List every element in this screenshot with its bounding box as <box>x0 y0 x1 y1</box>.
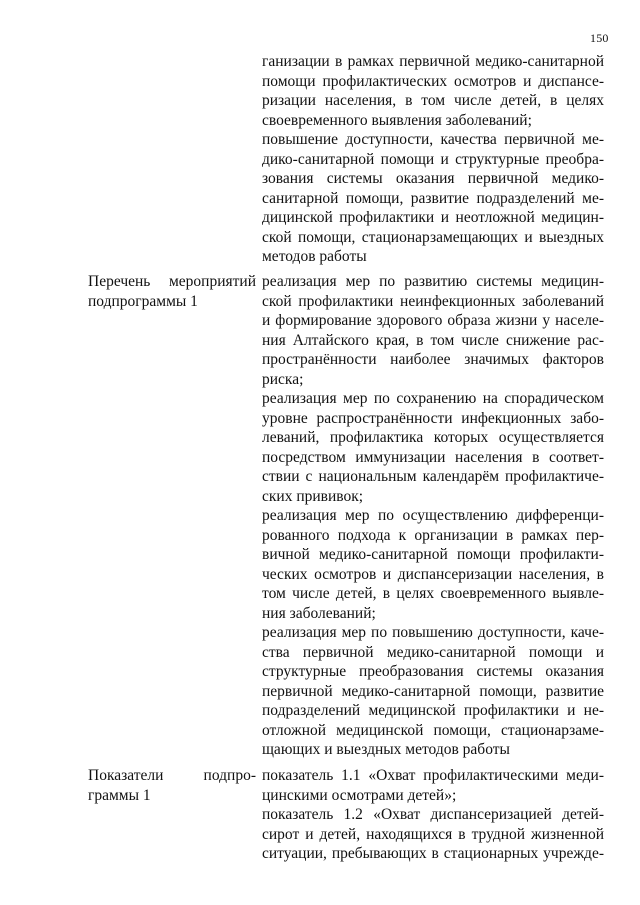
text-line: сирот и детей, находящихся в трудной жизненной <box>262 825 604 843</box>
continuation-content <box>262 52 604 267</box>
label-line: Перечень мероприятий <box>88 273 256 290</box>
text-line: рованного подхода к организации в рамках пер- <box>262 526 604 544</box>
text-line: своевременного выявления заболеваний; <box>262 111 532 129</box>
text-line: повышение доступности, качества первичной ме- <box>262 131 604 148</box>
text-line: пространённости наиболее значимых факторов <box>262 351 604 368</box>
measures-label <box>88 272 256 311</box>
text-line: вичной медико-санитарной помощи профилакти- <box>262 546 604 563</box>
text-line: и формирование здорового образа жизни у населе- <box>262 312 604 329</box>
indicators-content <box>262 766 604 864</box>
text-line: отложной медицинской помощи, стационарзаме- <box>262 721 604 739</box>
text-line: показатель 1.2 «Охват диспансеризацией детей- <box>262 806 604 823</box>
text-line: ской помощи, стационарзамещающих и выездных <box>262 228 604 246</box>
text-line: реализация мер по осуществлению дифференци- <box>262 507 604 524</box>
text-line: ризации населения, в том числе детей, в целях <box>262 92 604 109</box>
text-line: том числе детей, в целях своевременного выявле- <box>262 585 604 602</box>
text-line: реализация мер по развитию системы медицин- <box>262 273 604 290</box>
label-line: подпрограммы 1 <box>88 292 198 310</box>
text-line: уровне распространённости инфекционных забо- <box>262 409 604 427</box>
text-line: санитарной помощи, развитие подразделений ме- <box>262 189 604 207</box>
text-line: реализация мер по сохранению на спорадическом <box>262 390 604 407</box>
text-line: ства первичной медико-санитарной помощи и <box>262 643 604 661</box>
text-line: структурные преобразования системы оказания <box>262 663 604 680</box>
text-line: ния заболеваний; <box>262 604 376 622</box>
text-line: цинскими осмотрами детей»; <box>262 786 457 804</box>
text-line: риска; <box>262 370 304 388</box>
text-line: реализация мер по повышению доступности, каче- <box>262 624 604 641</box>
label-line: граммы 1 <box>88 786 151 804</box>
text-line: леваний, профилактика которых осуществляется <box>262 429 604 446</box>
text-line: ганизации в рамках первичной медико-санитарной <box>262 53 604 70</box>
text-line: ской профилактики неинфекционных заболеваний <box>262 292 604 310</box>
indicators-label <box>88 766 256 805</box>
text-line: дицинской профилактики и неотложной медицин- <box>262 209 604 226</box>
text-line: подразделений медицинской профилактики и не- <box>262 702 604 719</box>
text-line: методов работы <box>262 248 367 265</box>
text-line: ствии с национальным календарём профилактиче- <box>262 468 604 485</box>
page-number: 150 <box>590 31 609 45</box>
text-line: ситуации, пребывающих в стационарных учрежде- <box>262 845 604 862</box>
text-line: ния Алтайского края, в том числе снижение рас- <box>262 331 604 349</box>
text-line: зования системы оказания первичной медико- <box>262 170 604 187</box>
measures-content <box>262 272 604 760</box>
text-line: показатель 1.1 «Охват профилактическими меди- <box>262 767 604 784</box>
text-line: дико-санитарной помощи и структурные преобра- <box>262 150 604 168</box>
text-line: ских прививок; <box>262 487 364 505</box>
text-line: первичной медико-санитарной помощи, развитие <box>262 682 604 700</box>
text-line: щающих и выездных методов работы <box>262 741 510 758</box>
text-line: посредством иммунизации населения в соответ- <box>262 448 604 466</box>
label-line: Показатели подпро- <box>88 767 256 784</box>
text-line: ческих осмотров и диспансеризации населения, в <box>262 565 604 583</box>
text-line: помощи профилактических осмотров и диспансе- <box>262 72 604 90</box>
